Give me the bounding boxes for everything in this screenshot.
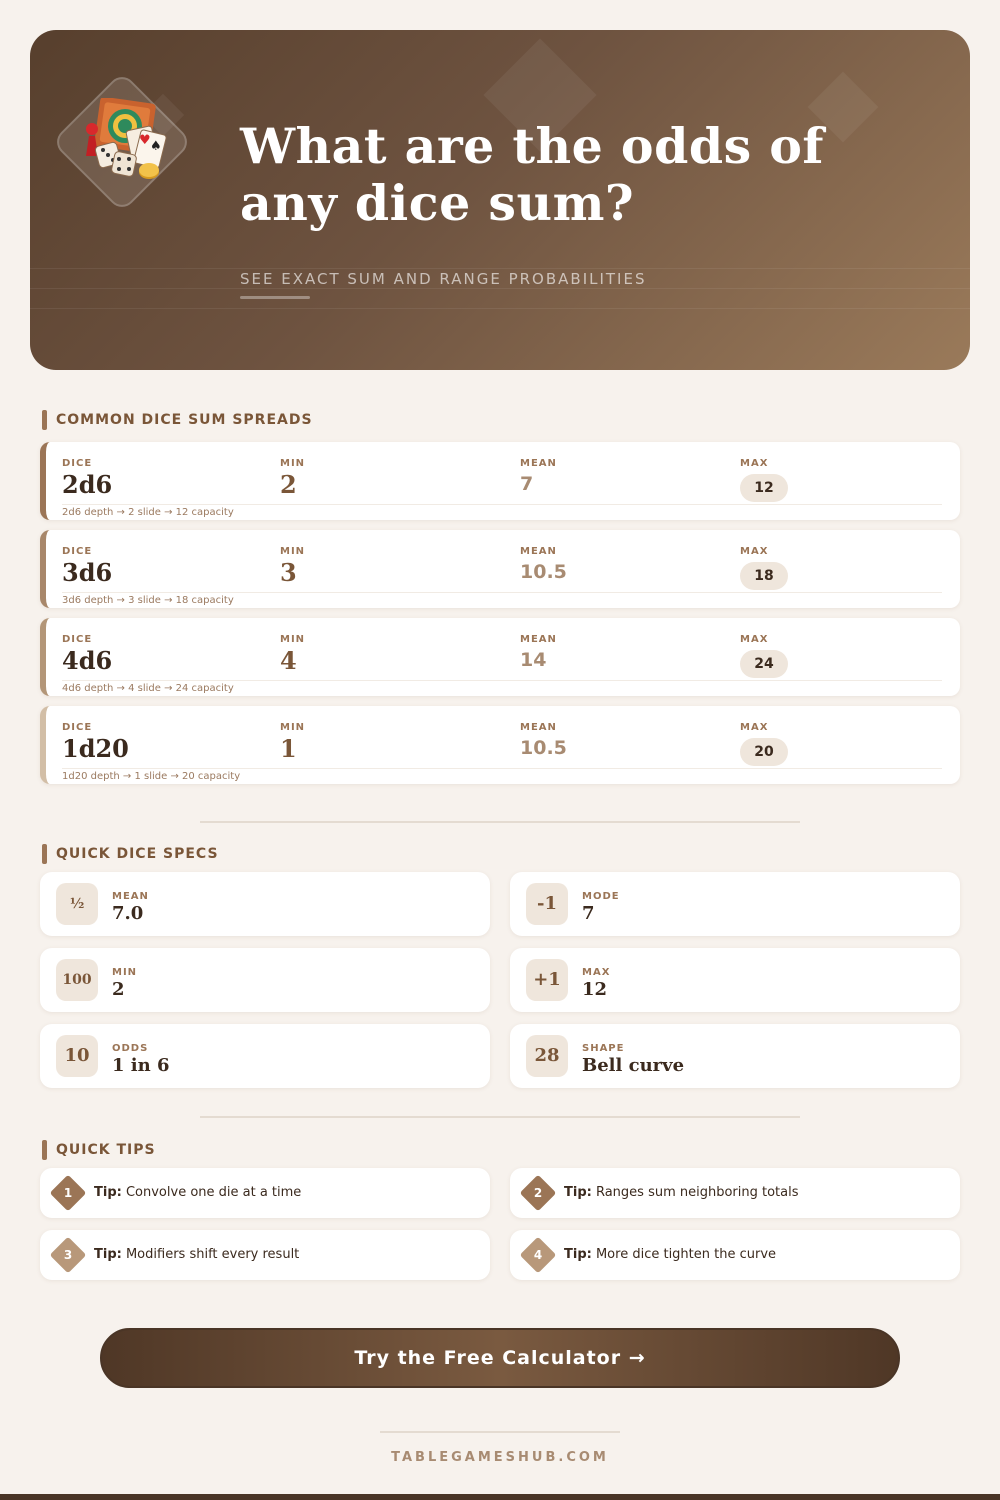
hero-banner	[30, 30, 970, 370]
page-subtitle: SEE EXACT SUM AND RANGE PROBABILITIES	[240, 270, 647, 288]
spec-badge: 10	[56, 1035, 98, 1077]
spec-badge: +1	[526, 959, 568, 1001]
spec-label: MODE	[582, 891, 620, 902]
spec-label: ODDS	[112, 1043, 149, 1054]
svg-text:♥: ♥	[139, 133, 151, 148]
page-title: What are the odds of any dice sum?	[240, 117, 825, 232]
spec-card-shape	[510, 1024, 960, 1088]
spec-badge: ½	[56, 883, 98, 925]
card-rule	[62, 504, 942, 505]
dice-label: DICE	[62, 722, 93, 733]
footer-rule	[380, 1431, 620, 1433]
spec-label: SHAPE	[582, 1043, 625, 1054]
spec-value: 7.0	[112, 903, 144, 924]
spread-card	[40, 442, 960, 520]
tip-text: Tip: Ranges sum neighboring totals	[564, 1185, 799, 1200]
section-title-specs: QUICK DICE SPECS	[42, 844, 219, 864]
spread-card	[40, 530, 960, 608]
spec-value: 7	[582, 903, 595, 924]
spec-card-min	[40, 948, 490, 1012]
tip-card	[510, 1168, 960, 1218]
spec-value: 12	[582, 979, 608, 1000]
tip-card	[510, 1230, 960, 1280]
max-label: MAX	[740, 546, 769, 557]
min-label: MIN	[280, 458, 306, 469]
spec-card-odds	[40, 1024, 490, 1088]
min-label: MIN	[280, 546, 306, 557]
tip-card	[40, 1230, 490, 1280]
mean-label: MEAN	[520, 634, 557, 645]
spec-value: 1 in 6	[112, 1055, 170, 1076]
spec-card-mode	[510, 872, 960, 936]
max-badge: 18	[740, 562, 788, 590]
section-divider	[200, 821, 800, 823]
max-label: MAX	[740, 722, 769, 733]
spec-label: MAX	[582, 967, 611, 978]
tip-number-badge: 2	[525, 1180, 551, 1206]
bottom-bar	[0, 1494, 1000, 1500]
spread-card	[40, 706, 960, 784]
min-value: 3	[280, 558, 297, 587]
spec-badge: -1	[526, 883, 568, 925]
spec-value: Bell curve	[582, 1055, 685, 1076]
mean-value: 10.5	[520, 737, 567, 759]
mean-label: MEAN	[520, 722, 557, 733]
subtitle-underline	[240, 296, 310, 299]
section-title-tips: QUICK TIPS	[42, 1140, 156, 1160]
max-badge: 24	[740, 650, 788, 678]
min-value: 2	[280, 470, 297, 499]
min-label: MIN	[280, 722, 306, 733]
spec-badge: 100	[56, 959, 98, 1001]
mean-label: MEAN	[520, 458, 557, 469]
dice-spreads-list	[40, 442, 960, 794]
footer-site-link[interactable]: TABLEGAMESHUB.COM	[391, 1450, 609, 1465]
spec-label: MEAN	[112, 891, 149, 902]
dice-label: DICE	[62, 634, 93, 645]
decorative-line	[30, 288, 970, 289]
spec-label: MIN	[112, 967, 138, 978]
tip-number-badge: 4	[525, 1242, 551, 1268]
max-badge: 12	[740, 474, 788, 502]
max-label: MAX	[740, 458, 769, 469]
tip-text: Tip: Modifiers shift every result	[94, 1247, 300, 1262]
mean-value: 14	[520, 649, 547, 671]
card-rule	[62, 592, 942, 593]
card-rule	[62, 680, 942, 681]
game-pieces-logo-icon	[75, 98, 175, 188]
section-divider	[200, 1116, 800, 1118]
tip-text: Tip: Convolve one die at a time	[94, 1185, 302, 1200]
dice-label: DICE	[62, 458, 93, 469]
spread-note: 1d20 depth → 1 slide → 20 capacity	[62, 771, 241, 782]
dice-value: 4d6	[62, 646, 113, 675]
tip-text: Tip: More dice tighten the curve	[564, 1247, 777, 1262]
tip-number-badge: 1	[55, 1180, 81, 1206]
mean-value: 10.5	[520, 561, 567, 583]
spread-card	[40, 618, 960, 696]
min-label: MIN	[280, 634, 306, 645]
spec-badge: 28	[526, 1035, 568, 1077]
dice-value: 2d6	[62, 470, 113, 499]
spread-note: 3d6 depth → 3 slide → 18 capacity	[62, 595, 234, 606]
tip-card	[40, 1168, 490, 1218]
min-value: 1	[280, 734, 297, 763]
spec-card-mean	[40, 872, 490, 936]
section-title-spreads: COMMON DICE SUM SPREADS	[42, 410, 313, 430]
min-value: 4	[280, 646, 297, 675]
decorative-line	[30, 308, 970, 309]
mean-label: MEAN	[520, 546, 557, 557]
max-badge: 20	[740, 738, 788, 766]
dice-label: DICE	[62, 546, 93, 557]
card-rule	[62, 768, 942, 769]
max-label: MAX	[740, 634, 769, 645]
spec-card-max	[510, 948, 960, 1012]
mean-value: 7	[520, 473, 534, 495]
spec-value: 2	[112, 979, 125, 1000]
decorative-line	[30, 268, 970, 269]
tip-number-badge: 3	[55, 1242, 81, 1268]
dice-value: 3d6	[62, 558, 113, 587]
svg-text:♠: ♠	[150, 139, 162, 154]
try-calculator-button[interactable]: Try the Free Calculator →	[100, 1328, 900, 1388]
spread-note: 4d6 depth → 4 slide → 24 capacity	[62, 683, 234, 694]
spread-note: 2d6 depth → 2 slide → 12 capacity	[62, 507, 234, 518]
dice-value: 1d20	[62, 734, 129, 763]
